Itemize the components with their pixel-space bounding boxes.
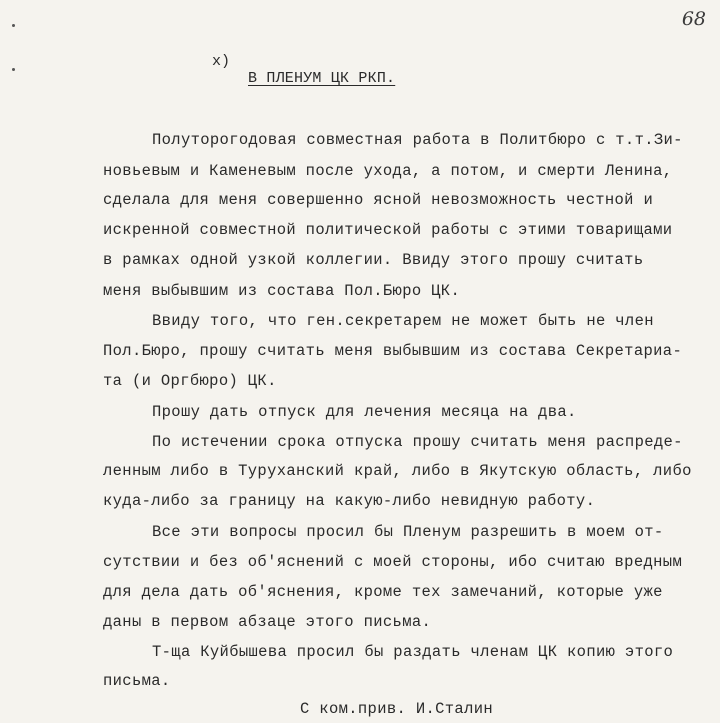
text-line: Полуторогодовая совместная работа в Политбюро с т.т.Зи- [152,131,683,149]
text-line: По истечении срока отпуска прошу считать меня распреде- [152,433,683,451]
text-line: меня выбывшим из состава Пол.Бюро ЦК. [103,282,461,300]
text-line: сутствии и без об'яснений с моей стороны, ибо считаю вредным [103,553,683,571]
text-line: Пол.Бюро, прошу считать меня выбывшим из состава Секретариа- [103,342,683,360]
page-number: 68 [681,8,706,30]
letter-heading: В ПЛЕНУМ ЦК РКП. [248,70,396,87]
text-line: Все эти вопросы просил бы Пленум разрешить в моем от- [152,523,664,541]
text-line: Ввиду того, что ген.секретарем не может быть не член [152,312,654,330]
text-line: Т-ща Куйбышева просил бы раздать членам ЦК копию этого [152,643,674,661]
text-line: для дела дать об'яснения, кроме тех замечаний, которые уже [103,583,663,601]
text-line: искренной совместной политической работы с этими товарищами [103,221,673,239]
text-line: сделала для меня совершенно ясной невозможность честной и [103,191,654,209]
margin-mark [12,68,15,71]
footnote-marker: x) [212,53,231,70]
text-line: Прошу дать отпуск для лечения месяца на два. [152,403,577,421]
signature-line: С ком.прив. И.Сталин [300,700,494,718]
text-line: куда-либо за границу на какую-либо невидную работу. [103,492,596,510]
text-line: письма. [103,672,171,690]
text-line: новьевым и Каменевым после ухода, а потом, и смерти Ленина, [103,162,673,180]
text-line: ленным либо в Туруханский край, либо в Якутскую область, либо [103,462,692,480]
margin-mark [12,24,15,27]
text-line: даны в первом абзаце этого письма. [103,613,432,631]
text-line: та (и Оргбюро) ЦК. [103,372,277,390]
text-line: в рамках одной узкой коллегии. Ввиду этого прошу считать [103,251,644,269]
